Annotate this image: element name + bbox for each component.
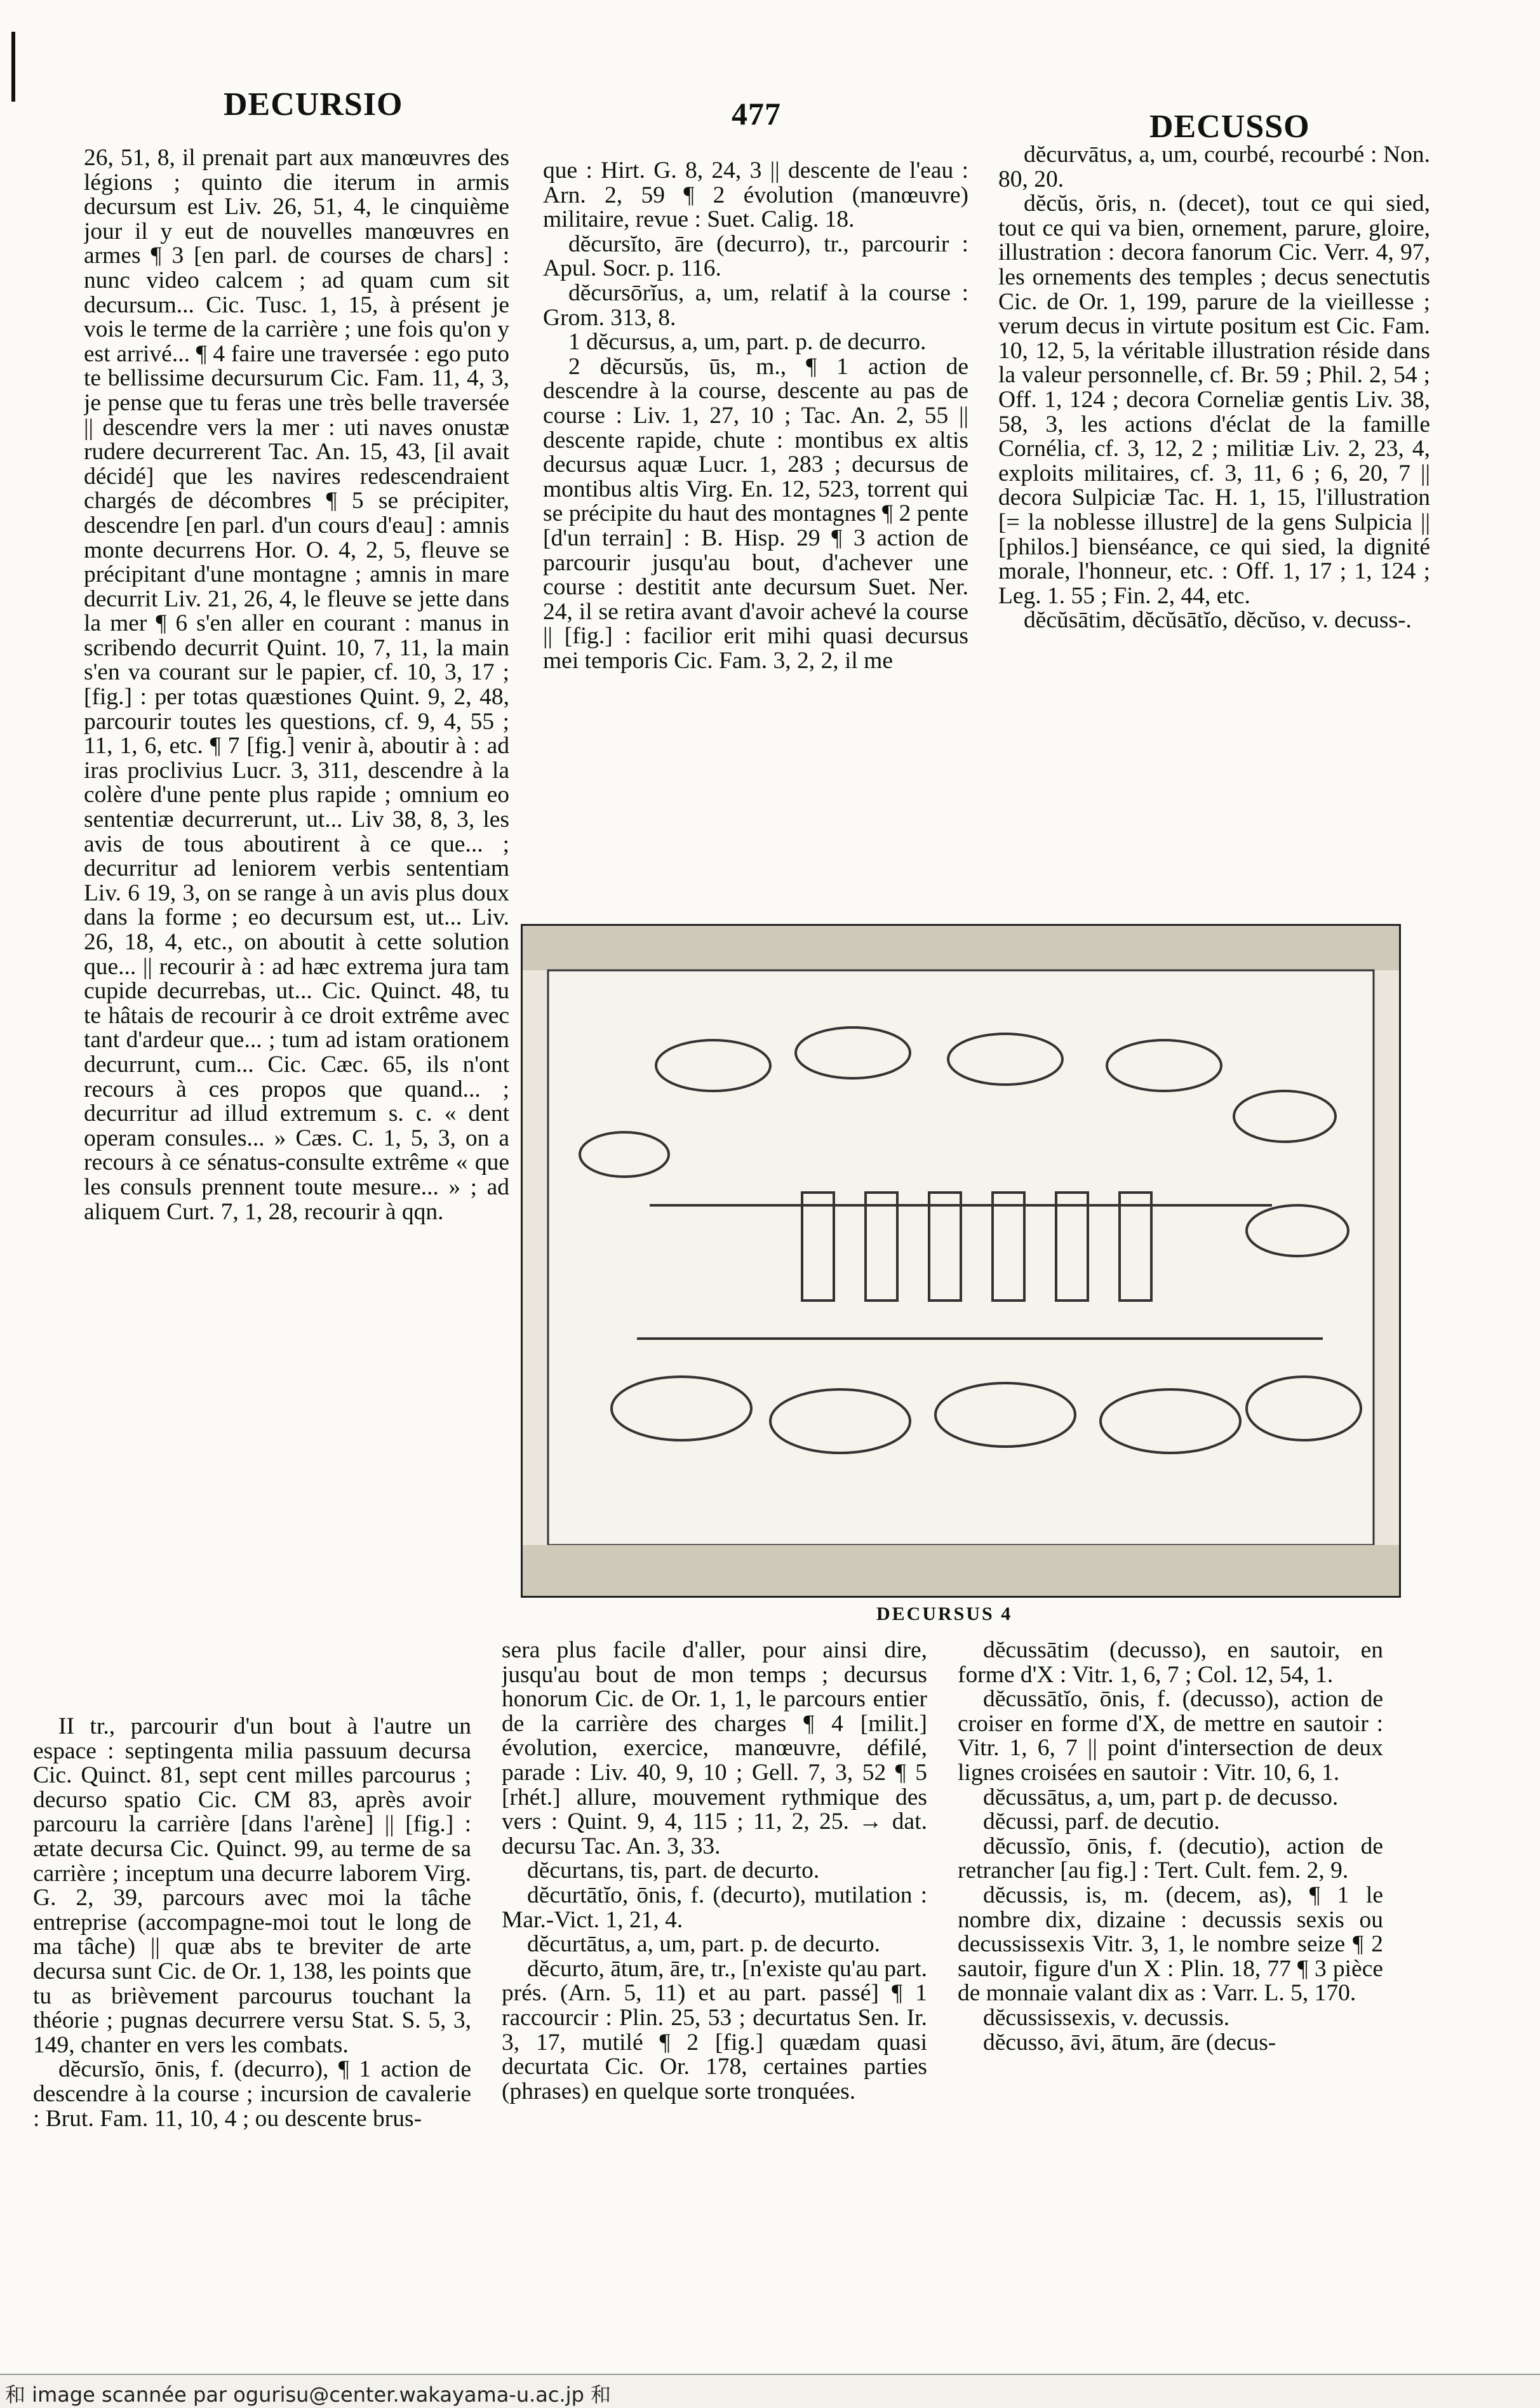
- column-5: [958, 1638, 1383, 2369]
- entry-text: dĕcurvātus, a, um, courbé, recourbé : Non. 80, 20.: [998, 143, 1430, 192]
- entry-text: dĕcursĭto, āre (decurro), tr., parcourir : Apul. Socr. p. 116.: [543, 231, 968, 282]
- entry-text: 2 dĕcursŭs, ūs, m., ¶ 1 action de descendre à la course, descente au pas de course : Liv. 1, 27, 10 ; Tac. An. 2, 55 || descente rapide, chute : montibus ex altis decursus aquæ Lucr. 1, 283 ; decursus de montibus altis Virg. En. 12, 523, torrent qui se précipite du haut des montagnes ¶ 2 pente [d'un terrain] : B. Hisp. 29 ¶ 3 action de parcourir jusqu'au bout, d'achever une course : destitit ante decursum Suet. Ner. 24, il se retira avant d'avoir achevé la course || [fig.] : facilior erit mihi quasi decursus mei temporis Cic. Fam. 3, 2, 2, il me: [543, 353, 968, 674]
- running-head-right: DECUSSO: [1149, 109, 1310, 145]
- entry-text: dĕcussĭo, ōnis, f. (decutio), action de retrancher [au fig.] : Tert. Cult. fem. 2, 9.: [958, 1833, 1383, 1884]
- entry-text: dĕcusso, āvi, ātum, āre (decus-: [983, 2029, 1276, 2056]
- entry-text: dĕcurtans, tis, part. de decurto.: [527, 1857, 820, 1884]
- entry-text: dĕcursĭo, ōnis, f. (decurro), ¶ 1 action de descendre à la course ; incursion de cavalerie : Brut. Fam. 11, 10, 4 ; ou descente brus-: [33, 2056, 471, 2132]
- figure-caption: DECURSUS 4: [876, 1603, 1013, 1624]
- entry-text: que : Hirt. G. 8, 24, 3 || descente de l'eau : Arn. 2, 59 ¶ 2 évolution (manœuvre) militaire, revue : Suet. Calig. 18.: [543, 159, 968, 233]
- entry-text: dĕcussis, is, m. (decem, as), ¶ 1 le nombre dix, dizaine : decussis sexis ou decussissexis Vitr. 3, 1, le nombre seize ¶ 2 sautoir, figure d'un X : Plin. 18, 77 ¶ 3 pièce de monnaie valant dix as : Varr. L. 5, 170.: [958, 1882, 1383, 2007]
- footer-text: 和 image scannée par ogurisu@center.wakayama-u.ac.jp 和: [5, 2383, 612, 2407]
- margin-rule: [11, 32, 15, 102]
- column-1: [84, 146, 509, 1765]
- entry-text: 1 dĕcursus, a, um, part. p. de decurro.: [568, 329, 927, 356]
- entry-text: dĕcurtātus, a, um, part. p. de decurto.: [527, 1931, 881, 1958]
- entry-text: dĕcŭsātim, dĕcŭsātĭo, dĕcŭso, v. decuss-.: [1024, 607, 1412, 634]
- relief-illustration: [521, 924, 1401, 1598]
- entry-text: sera plus facile d'aller, pour ainsi dire, jusqu'au bout de mon temps ; decursus honorum Cic. de Or. 1, 1, le parcours entier de la carrière des charges ¶ 4 [milit.] évolution, exercice, manœuvre, défilé, parade : Liv. 40, 9, 10 ; Gell. 7, 3, 52 ¶ 5 [rhét.] allure, mouvement rythmique des vers : Quint. 9, 4, 115 ; 11, 2, 25. → dat. decursu Tac. An. 3, 33.: [502, 1638, 927, 1859]
- running-head-left: DECURSIO: [224, 86, 403, 123]
- column-3: [998, 143, 1430, 905]
- entry-text: dĕcussātĭo, ōnis, f. (decusso), action de croiser en forme d'X, de mettre en sautoir : Vitr. 1, 6, 7 || point d'intersection de deux lignes croisées en sautoir : Vitr. 10, 6, 1.: [958, 1686, 1383, 1786]
- column-2: [543, 159, 968, 889]
- entry-text: dĕcursōrĭus, a, um, relatif à la course : Grom. 313, 8.: [543, 279, 968, 331]
- entry-text: dĕcurto, ātum, āre, tr., [n'existe qu'au part. prés. (Arn. 5, 11) et au part. passé] ¶ 1 raccourcir : Plin. 25, 53 ; decurtatus Sen. Ir. 3, 17, mutilé ¶ 2 [fig.] quædam quasi decurtata Cic. Or. 178, certaines parties (phrases) en quelque sorte tronquées.: [502, 1955, 927, 2104]
- entry-text: dĕcŭs, ŏris, n. (decet), tout ce qui sied, tout ce qui va bien, ornement, parure, gloire, illustration : decora fanorum Cic. Verr. 4, 97, les ornements des temples ; decus senectutis Cic. de Or. 1, 199, parure de la vieillesse ; verum decus in virtute positum est Cic. Fam. 10, 12, 5, la véritable illustration réside dans la valeur personnelle, cf. Br. 59 ; Phil. 2, 54 ; Off. 1, 124 ; decora Corneliæ gentis Liv. 38, 58, 3, les actions d'éclat de la famille Cornélia, cf. 3, 12, 2 ; militiæ Liv. 2, 23, 4, exploits militaires, cf. 3, 11, 6 ; 6, 20, 7 || decora Sulpiciæ Tac. H. 1, 15, l'illustration [= la noblesse illustre] de la gens Sulpicia || [philos.] bienséance, ce qui sied, la dignité morale, l'honneur, etc. : Off. 1, 17 ; 1, 124 ; Leg. 1. 55 ; Fin. 2, 44, etc.: [998, 191, 1430, 609]
- entry-text: dĕcussātim (decusso), en sautoir, en forme d'X : Vitr. 1, 6, 7 ; Col. 12, 54, 1.: [958, 1638, 1383, 1688]
- page-number: 477: [732, 96, 781, 131]
- scan-footer: [0, 2375, 1540, 2405]
- column-1-lower: [33, 1715, 471, 2356]
- entry-text: II tr., parcourir d'un bout à l'autre un espace : septingenta milia passuum decursa Cic. Quinct. 81, sept cent milles parcourus ; decurso spatio Cic. CM 83, après avoir parcouru la carrière [dans l'arène] || [fig.] : ætate decursa Cic. Quinct. 99, au terme de sa carrière ; inceptum una decurre laborem Virg. G. 2, 39, parcours avec moi la tâche entreprise (accompagne-moi tout le long de ma tâche) || quæ abs te breviter de arte decursa sunt Cic. de Or. 1, 138, les points que tu as brièvement parcourus touchant la théorie ; pugnas decurrere versu Stat. S. 5, 3, 149, chanter en vers les combats.: [33, 1715, 471, 2058]
- entry-text: dĕcurtātĭo, ōnis, f. (decurto), mutilation : Mar.-Vict. 1, 21, 4.: [502, 1882, 927, 1933]
- column-4: [502, 1638, 927, 2369]
- entry-text: dĕcussi, parf. de decutio.: [983, 1809, 1220, 1835]
- relief-sculpture-icon: [523, 926, 1399, 1596]
- entry-text: dĕcussātus, a, um, part p. de decusso.: [983, 1784, 1339, 1810]
- entry-text: 26, 51, 8, il prenait part aux manœuvres des légions ; quinto die iterum in armis decursum est Liv. 26, 51, 4, le cinquième jour il y eut de nouvelles manœuvres en armes ¶ 3 [en parl. de courses de chars] : nunc video calcem ; ad quam cum sit decursum... Cic. Tusc. 1, 15, à présent je vois le terme de la carrière ; une fois qu'on y est arrivé... ¶ 4 faire une traversée : ego puto te bellissime decursurum Cic. Fam. 11, 4, 3, je pense que tu feras une très belle traversée || descendre vers la mer : uti naves onustæ rudere decurrerent Tac. An. 15, 43, [il avait décidé] que les navires redescendraient chargés de décombres ¶ 5 se précipiter, descendre [en parl. d'un cours d'eau] : amnis monte decurrens Hor. O. 4, 2, 5, fleuve se précipitant d'une montagne ; amnis in mare decurrit Liv. 21, 26, 4, le fleuve se jette dans la mer ¶ 6 s'en aller en courant : manus in scribendo decurrit Quint. 10, 7, 11, la main s'en va courant sur le papier, cf. 10, 3, 17 ; [fig.] : per totas quæstiones Quint. 9, 2, 48, parcourir toutes les questions, cf. 9, 4, 55 ; 11, 1, 6, etc. ¶ 7 [fig.] venir à, aboutir à : ad iras proclivius Lucr. 3, 311, descendre à la colère d'une pente plus rapide ; omnium eo sententiæ decurrerunt, ut... Liv 38, 8, 3, les avis de tous aboutirent à ce que... ; decurritur ad leniorem verbis sententiam Liv. 6 19, 3, on se range à un avis plus doux dans la forme ; eo decursum est, ut... Liv. 26, 18, 4, etc., on aboutit à cette solution que... || recourir à : ad hæc extrema jura tam cupide decurrebas, ut... Cic. Quinct. 48, tu te hâtais de recourir à ce droit extrême avec tant d'ardeur que... ; tum ad istam orationem decurrunt, cum... Cic. Cæc. 65, ils n'ont recours à ces propos que quand... ; decurritur ad illud extremum s. c. « dent operam consules... » Cæs. C. 1, 5, 3, on a recours à ce sénatus-consulte extrême « que les consuls prennent toute mesure... » ; ad aliquem Curt. 7, 1, 28, recourir à qqn.: [84, 146, 509, 1225]
- entry-text: dĕcussissexis, v. decussis.: [983, 2004, 1230, 2031]
